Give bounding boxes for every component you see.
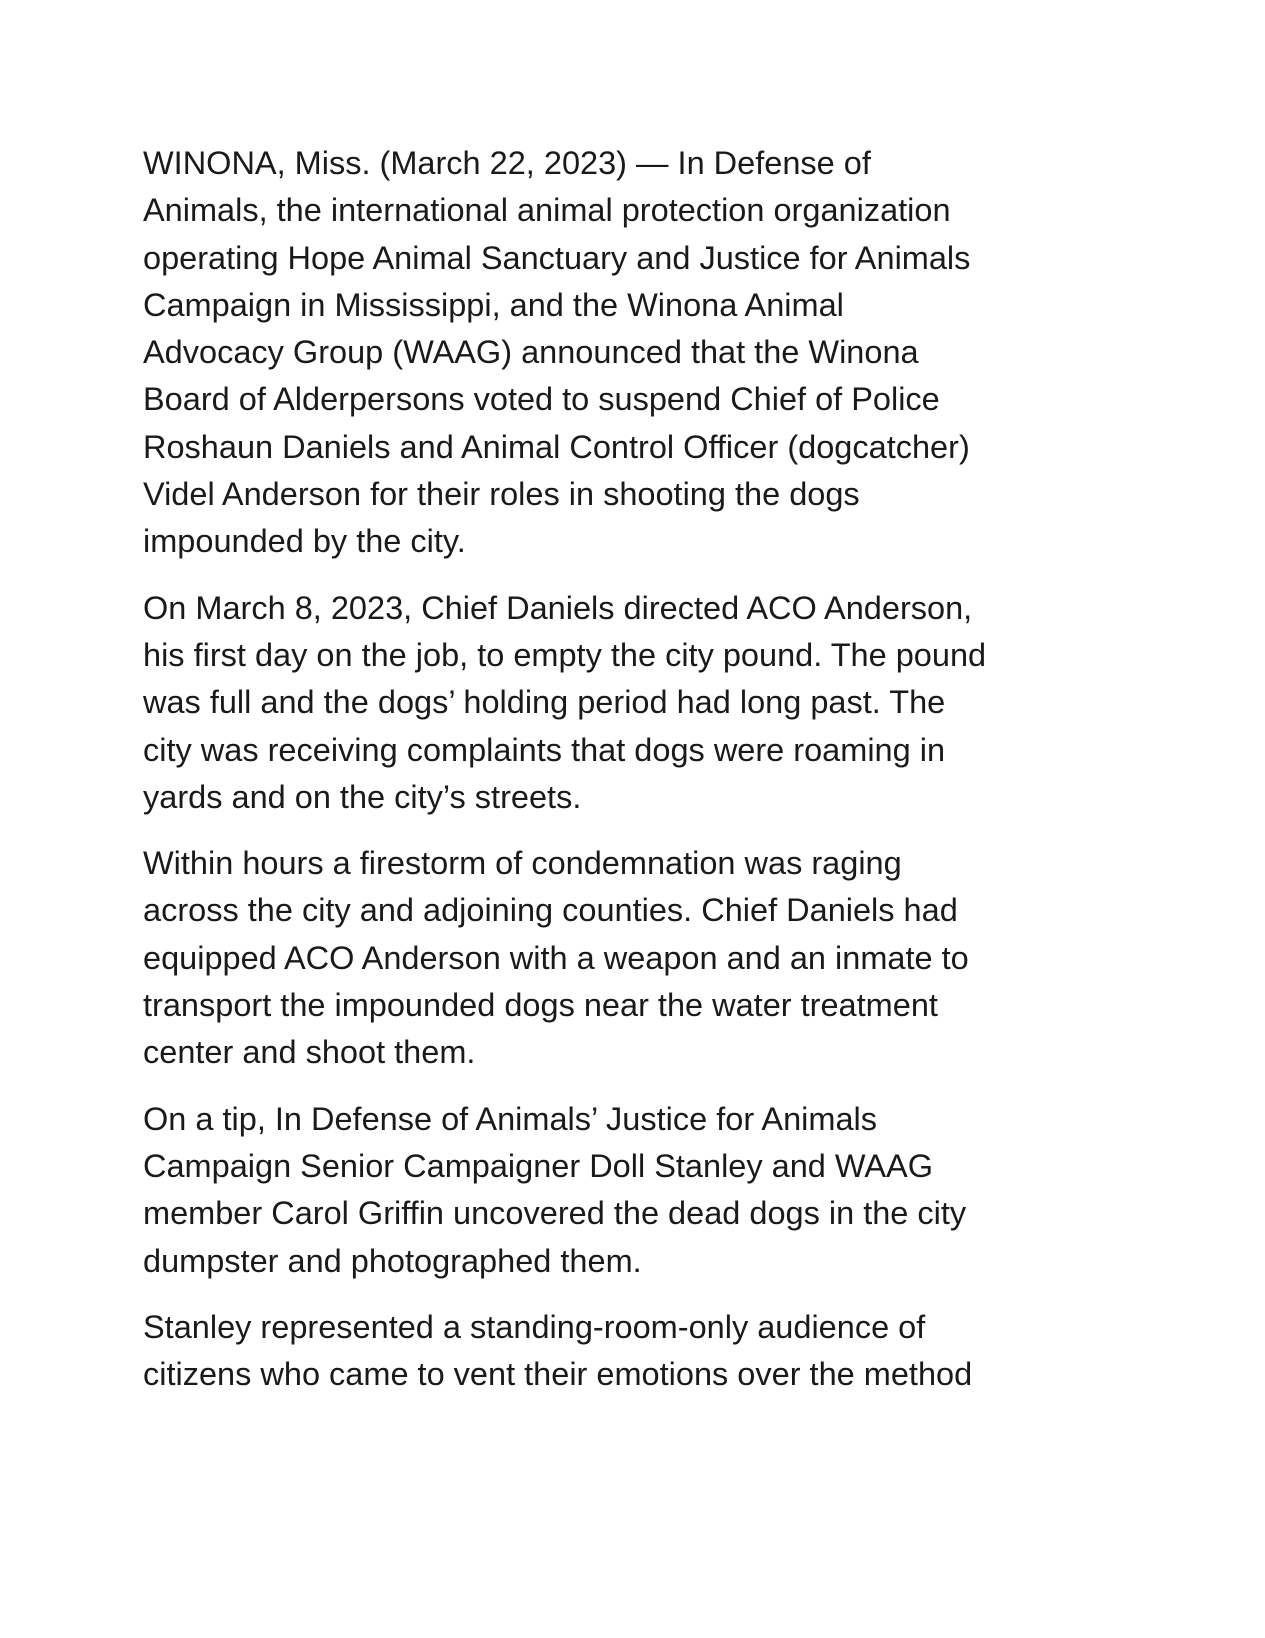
- text-line: was full and the dogs’ holding period had long past. The: [143, 684, 946, 721]
- text-line: On a tip, In Defense of Animals’ Justice for Animals: [143, 1100, 877, 1137]
- text-line: operating Hope Animal Sanctuary and Justice for Animals: [143, 239, 971, 276]
- text-line: impounded by the city.: [143, 523, 466, 560]
- text-line: Roshaun Daniels and Animal Control Officer (dogcatcher): [143, 428, 970, 465]
- paragraph: [143, 585, 1143, 821]
- text-line: Campaign in Mississippi, and the Winona Animal: [143, 286, 844, 323]
- text-line: Stanley represented a standing-room-only audience of: [143, 1308, 926, 1345]
- text-line: citizens who came to vent their emotions over the method: [143, 1356, 973, 1393]
- text-line: his first day on the job, to empty the city pound. The pound: [143, 636, 987, 673]
- text-line: center and shoot them.: [143, 1034, 476, 1071]
- text-line: yards and on the city’s streets.: [143, 778, 582, 815]
- paragraph: [143, 840, 1143, 1076]
- text-line: Board of Alderpersons voted to suspend Chief of Police: [143, 381, 940, 418]
- text-line: equipped ACO Anderson with a weapon and an inmate to: [143, 939, 969, 976]
- text-line: Within hours a firestorm of condemnation was raging: [143, 845, 902, 882]
- text-line: WINONA, Miss. (March 22, 2023) — In Defense of: [143, 145, 871, 181]
- paragraph: [143, 1304, 1143, 1399]
- document-page: [143, 140, 1143, 1417]
- paragraph: [143, 1096, 1143, 1285]
- text-line: across the city and adjoining counties. Chief Daniels had: [143, 892, 958, 929]
- text-line: dumpster and photographed them.: [143, 1242, 642, 1279]
- text-line: On March 8, 2023, Chief Daniels directed ACO Anderson,: [143, 589, 973, 626]
- text-line: Advocacy Group (WAAG) announced that the Winona: [143, 334, 919, 371]
- paragraph: [143, 140, 1143, 566]
- text-line: Videl Anderson for their roles in shooting the dogs: [143, 476, 860, 513]
- text-line: Campaign Senior Campaigner Doll Stanley and WAAG: [143, 1147, 934, 1184]
- text-line: Animals, the international animal protection organization: [143, 192, 951, 229]
- text-line: member Carol Griffin uncovered the dead dogs in the city: [143, 1195, 967, 1232]
- text-line: city was receiving complaints that dogs were roaming in: [143, 731, 946, 768]
- text-line: transport the impounded dogs near the water treatment: [143, 987, 938, 1024]
